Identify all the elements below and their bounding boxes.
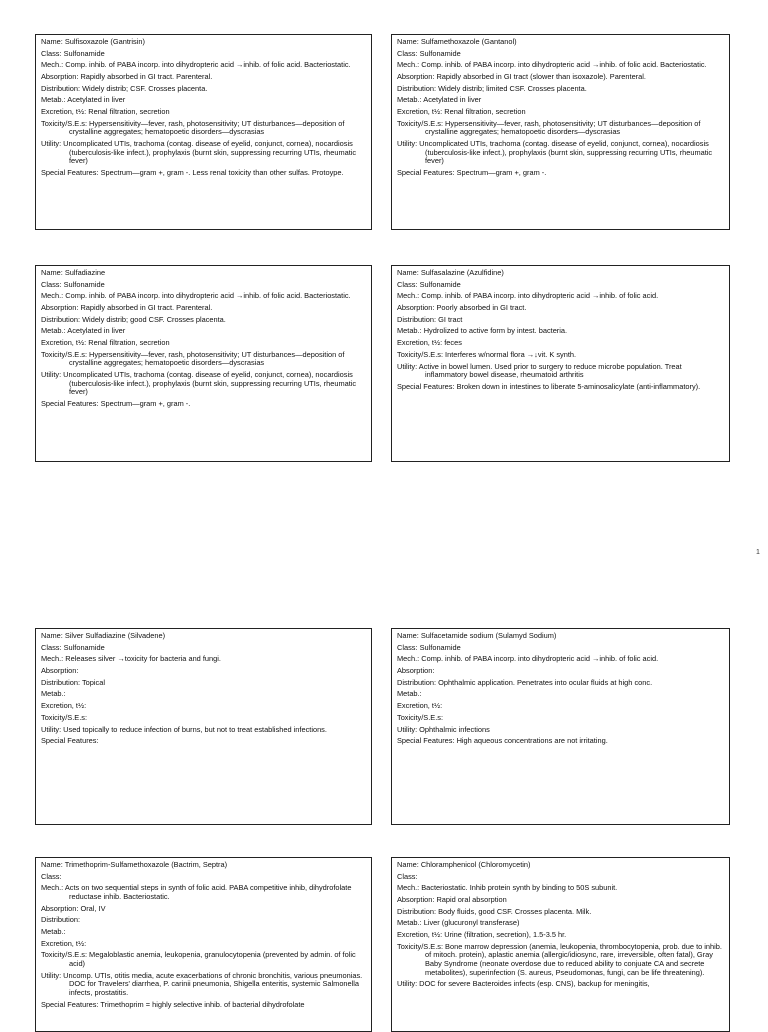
field-value: Interferes w/normal flora →↓vit. K synth. [443,349,577,359]
drug-card-sulfadiazine [35,265,372,462]
field-row [41,884,366,901]
field-label: Excretion, t½: [397,930,443,940]
field-label: Distribution: [397,83,437,93]
field-row [41,38,366,47]
field-label: Utility: [41,970,62,980]
field-row [41,655,366,664]
field-label: Mech.: [397,60,420,70]
field-label: Distribution: [397,314,437,324]
field-row [41,667,366,676]
field-row [41,905,366,914]
field-label: Class: [397,279,418,289]
drug-card-sulfamethoxazole [391,34,730,230]
field-label: Toxicity/S.E.s: [41,712,87,722]
field-label: Metab.: [41,95,66,105]
field-label: Excretion, t½: [397,701,443,711]
field-label: Absorption: [41,903,79,913]
field-row [397,169,724,178]
field-label: Special Features: [41,999,99,1009]
field-row [41,61,366,70]
field-value: Releases silver →toxicity for bacteria and fungi. [63,654,221,664]
field-row [397,679,724,688]
field-value: Comp. inhib. of PABA incorp. into dihydropteric acid →inhib. of folic acid. Bacteriostatic. [63,291,351,301]
field-label: Special Features: [41,398,99,408]
field-value: Oral, IV [78,903,106,913]
field-row [41,861,366,870]
field-row [41,400,366,409]
field-row [41,916,366,925]
field-label: Excretion, t½: [397,107,443,117]
field-value: Widely distrib; limited CSF. Crosses placenta. [436,83,587,93]
field-label: Utility: [397,979,418,989]
field-label: Utility: [41,370,62,380]
field-row [397,316,724,325]
field-row [397,861,724,870]
field-label: Special Features: [397,167,455,177]
field-value: Bone marrow depression (anemia, leukopenia, thrombocytopenia, prob. due to inhib. of mitoch. protein), aplastic anemia (allergic/idiosync, rare, irreversible, often fatal), Gray Baby Syndrome (neonate overdose due to reduced ability to conjuate CA and secrete metabolites), superinfection (S. aureus, Pseudomonas, fungi, can be life threatening). [425,941,722,977]
field-value: Acetylated in liver [65,326,126,336]
field-row [397,884,724,893]
field-row [397,737,724,746]
field-value: Hypersensitivity—fever, rash, photosensitivity; UT disturbances—deposition of crystalline aggregates; hematopoetic disorders—dyscrasias [69,349,345,368]
field-row [397,38,724,47]
field-value: Sulfacetamide sodium (Sulamyd Sodium) [418,631,557,640]
field-label: Name: [41,860,63,869]
field-row [41,679,366,688]
field-label: Metab.: [41,326,66,336]
drug-card-trimethoprim-sulfamethoxazole [35,857,372,1032]
field-label: Name: [397,631,419,640]
drug-card-silver-sulfadiazine [35,628,372,825]
field-label: Class: [41,642,62,652]
field-row [397,896,724,905]
field-value: Renal filtration, secretion [86,338,170,348]
drug-card-chloramphenicol [391,857,730,1032]
field-row [397,644,724,653]
field-label: Excretion, t½: [41,701,87,711]
field-label: Toxicity/S.E.s: [397,118,443,128]
field-value: Spectrum—gram +, gram -. Less renal toxicity than other sulfas. Protoype. [98,167,344,177]
field-label: Class: [397,642,418,652]
field-row [41,972,366,998]
field-row [397,873,724,882]
field-row [397,292,724,301]
drug-card-sulfasalazine [391,265,730,462]
field-label: Name: [397,268,419,277]
field-row [397,327,724,336]
field-value: Body fluids, good CSF. Crosses placenta. Milk. [436,906,592,916]
field-row [397,304,724,313]
field-label: Special Features: [397,736,455,746]
field-label: Distribution: [41,915,81,925]
field-label: Class: [41,279,62,289]
field-label: Metab.: [397,95,422,105]
field-value: Ophthalmic application. Penetrates into ocular fluids at high conc. [436,677,653,687]
field-row [397,655,724,664]
field-value: Bacteriostatic. Inhib protein synth by binding to 50S subunit. [419,883,618,893]
field-row [397,702,724,711]
field-row [41,96,366,105]
field-value: Renal filtration, secretion [442,107,526,117]
field-label: Toxicity/S.E.s: [41,950,87,960]
field-value: Sulfamethoxazole (Gantanol) [418,37,517,46]
field-value: Rapidly absorbed in GI tract (slower than isoxazole). Parenteral. [434,72,646,82]
field-label: Utility: [397,361,418,371]
field-label: Name: [41,631,63,640]
field-value: Poorly absorbed in GI tract. [434,303,527,313]
field-row [41,873,366,882]
field-row [397,120,724,137]
field-row [397,714,724,723]
field-value: Uncomplicated UTIs, trachoma (contag. disease of eyelid, conjunct, cornea), nocardiosis (tuberculosis-like infect.), prophylaxis (burnt skin, suppressing recurring UTIs, rheumatic fever) [61,139,357,166]
field-value: Comp. inhib. of PABA incorp. into dihydropteric acid →inhib. of folic acid. Bacteriostatic. [63,60,351,70]
field-row [41,726,366,735]
field-value: Used topically to reduce infection of burns, but not to treat established infections. [61,724,327,734]
field-value: Sulfisoxazole (Gantrisin) [62,37,145,46]
field-label: Utility: [41,724,62,734]
field-value: Spectrum—gram +, gram -. [98,398,191,408]
field-value: Rapidly absorbed in GI tract. Parenteral. [78,72,213,82]
field-value: Trimethoprim = highly selective inhib. of bacterial dihydrofolate [98,999,305,1009]
field-label: Mech.: [41,883,64,893]
field-row [397,726,724,735]
field-value: Sulfasalazine (Azulfidine) [418,268,504,277]
field-label: Mech.: [397,654,420,664]
field-row [397,919,724,928]
field-value: Acetylated in liver [65,95,126,105]
field-value: Rapidly absorbed in GI tract. Parenteral. [78,303,213,313]
field-label: Distribution: [41,314,81,324]
field-label: Name: [41,268,63,277]
field-label: Toxicity/S.E.s: [397,349,443,359]
field-label: Mech.: [41,654,64,664]
field-row [41,714,366,723]
field-value: Sulfonamide [61,279,105,289]
drug-card-sulfisoxazole [35,34,372,230]
field-value: Rapid oral absorption [434,895,507,905]
field-row [397,980,724,989]
field-value: Acetylated in liver [421,95,482,105]
field-label: Absorption: [397,303,435,313]
field-row [41,327,366,336]
field-row [41,304,366,313]
field-row [41,951,366,968]
field-value: Sulfadiazine [62,268,106,277]
field-value: Ophthalmic infections [417,724,490,734]
field-label: Absorption: [397,72,435,82]
field-value: Comp. inhib. of PABA incorp. into dihydropteric acid →inhib. of folic acid. [419,291,659,301]
page-number: 1 [756,549,760,556]
field-value: Uncomp. UTIs, otitis media, acute exacerbations of chronic bronchitis, various pneumonias. DOC for Travelers' diarrhea, P. carinii pneumonia, Shigella enteritis, systemic Salmonella infects, prostatitis. [61,970,363,997]
field-label: Toxicity/S.E.s: [397,712,443,722]
field-label: Toxicity/S.E.s: [397,941,443,951]
field-label: Class: [41,48,62,58]
field-label: Class: [41,871,62,881]
field-label: Utility: [41,139,62,149]
field-row [397,383,724,392]
field-value: Hypersensitivity—fever, rash, photosensitivity; UT disturbances—deposition of crystalline aggregates; hematopoetic disorders—dyscrasias [69,118,345,137]
field-row [41,351,366,368]
field-value: Megaloblastic anemia, leukopenia, granulocytopenia (prevented by admin. of folic acid) [69,950,356,968]
field-value: Urine (filtration, secretion), 1.5-3.5 hr. [442,930,567,940]
field-row [41,737,366,746]
field-label: Distribution: [41,83,81,93]
field-label: Special Features: [397,381,455,391]
field-value: Sulfonamide [61,48,105,58]
field-label: Toxicity/S.E.s: [41,118,87,128]
field-row [41,85,366,94]
field-value: Chloramphenicol (Chloromycetin) [418,860,531,869]
field-label: Mech.: [397,291,420,301]
field-value: Comp. inhib. of PABA incorp. into dihydropteric acid →inhib. of folic acid. [419,654,659,664]
field-value: Trimethoprim-Sulfamethoxazole (Bactrim, Septra) [62,860,228,869]
field-label: Excretion, t½: [41,107,87,117]
field-label: Distribution: [397,906,437,916]
field-label: Absorption: [397,666,435,676]
field-row [397,96,724,105]
field-row [41,928,366,937]
field-row [41,940,366,949]
field-label: Name: [397,860,419,869]
field-row [41,371,366,397]
field-row [397,269,724,278]
field-value: Topical [80,677,105,687]
field-label: Mech.: [41,291,64,301]
field-label: Mech.: [41,60,64,70]
field-row [41,702,366,711]
field-value: Renal filtration, secretion [86,107,170,117]
field-row [41,339,366,348]
field-value: Broken down in intestines to liberate 5-aminosalicylate (anti-inflammatory). [454,381,701,391]
field-label: Absorption: [41,303,79,313]
field-row [41,292,366,301]
field-label: Special Features: [41,736,99,746]
field-label: Mech.: [397,883,420,893]
field-label: Distribution: [397,677,437,687]
field-row [397,667,724,676]
field-row [397,908,724,917]
field-label: Name: [41,37,63,46]
field-label: Name: [397,37,419,46]
field-value: Uncomplicated UTIs, trachoma (contag. disease of eyelid, conjunct, cornea), nocardiosis (tuberculosis-like infect.), prophylaxis (burnt skin, suppressing recurring UTIs, rheumatic fever) [61,370,357,397]
field-label: Utility: [397,724,418,734]
field-row [397,931,724,940]
field-row [41,108,366,117]
field-value: Uncomplicated UTIs, trachoma (contag. disease of eyelid, conjunct, cornea), nocardiosis (tuberculosis-like infect.), prophylaxis (burnt skin, suppressing recurring UTIs, rheumatic fever) [417,139,713,166]
field-label: Metab.: [397,918,422,928]
field-row [397,73,724,82]
field-value: Spectrum—gram +, gram -. [454,167,547,177]
field-label: Absorption: [397,895,435,905]
field-row [41,169,366,178]
field-row [397,690,724,699]
field-label: Metab.: [41,927,66,937]
field-row [397,632,724,641]
field-label: Utility: [397,139,418,149]
field-value: Active in bowel lumen. Used prior to surgery to reduce microbe population. Treat inflammatory bowel disease, rheumatoid arthritis [417,361,682,380]
field-row [41,120,366,137]
field-label: Metab.: [41,689,66,699]
field-row [397,108,724,117]
field-row [41,316,366,325]
field-value: feces [442,338,462,348]
field-value: Hydrolized to active form by intest. bacteria. [421,326,568,336]
field-label: Absorption: [41,72,79,82]
field-row [397,363,724,380]
field-value: Sulfonamide [417,48,461,58]
field-value: Silver Sulfadiazine (Silvadene) [62,631,166,640]
field-value: Sulfonamide [417,642,461,652]
field-value: Comp. inhib. of PABA incorp. into dihydropteric acid →inhib. of folic acid. Bacteriostatic. [419,60,707,70]
field-row [397,943,724,977]
field-row [397,140,724,166]
field-row [41,690,366,699]
field-row [41,1001,366,1010]
field-value: High aqueous concentrations are not irritating. [454,736,608,746]
field-label: Excretion, t½: [41,938,87,948]
field-value: Widely distrib; good CSF. Crosses placenta. [80,314,226,324]
field-row [41,644,366,653]
field-label: Class: [397,48,418,58]
field-value: GI tract [436,314,463,324]
field-label: Special Features: [41,167,99,177]
field-value: Hypersensitivity—fever, rash, photosensitivity; UT disturbances—deposition of crystalline aggregates; hematopoetic disorders—dyscrasias [425,118,701,137]
field-row [397,339,724,348]
field-label: Excretion, t½: [397,338,443,348]
field-row [397,50,724,59]
field-label: Absorption: [41,666,79,676]
field-value: Sulfonamide [417,279,461,289]
field-row [397,351,724,360]
field-value: Sulfonamide [61,642,105,652]
field-row [397,85,724,94]
field-value: Liver (glucuronyl transferase) [421,918,520,928]
drug-card-sulfacetamide-sodium [391,628,730,825]
field-label: Distribution: [41,677,81,687]
field-row [41,50,366,59]
field-value: Acts on two sequential steps in synth of folic acid. PABA competitive inhib, dihydrofolate reductase inhib. Bacteriostatic. [63,883,352,901]
field-row [397,61,724,70]
field-label: Metab.: [397,326,422,336]
field-label: Metab.: [397,689,422,699]
field-value: DOC for severe Bacteroides infects (esp. CNS), backup for meningitis, [417,979,650,989]
field-value: Widely distrib; CSF. Crosses placenta. [80,83,208,93]
field-row [41,281,366,290]
field-row [397,281,724,290]
field-row [41,632,366,641]
field-label: Excretion, t½: [41,338,87,348]
field-row [41,269,366,278]
field-row [41,140,366,166]
field-label: Class: [397,871,418,881]
field-label: Toxicity/S.E.s: [41,349,87,359]
field-row [41,73,366,82]
